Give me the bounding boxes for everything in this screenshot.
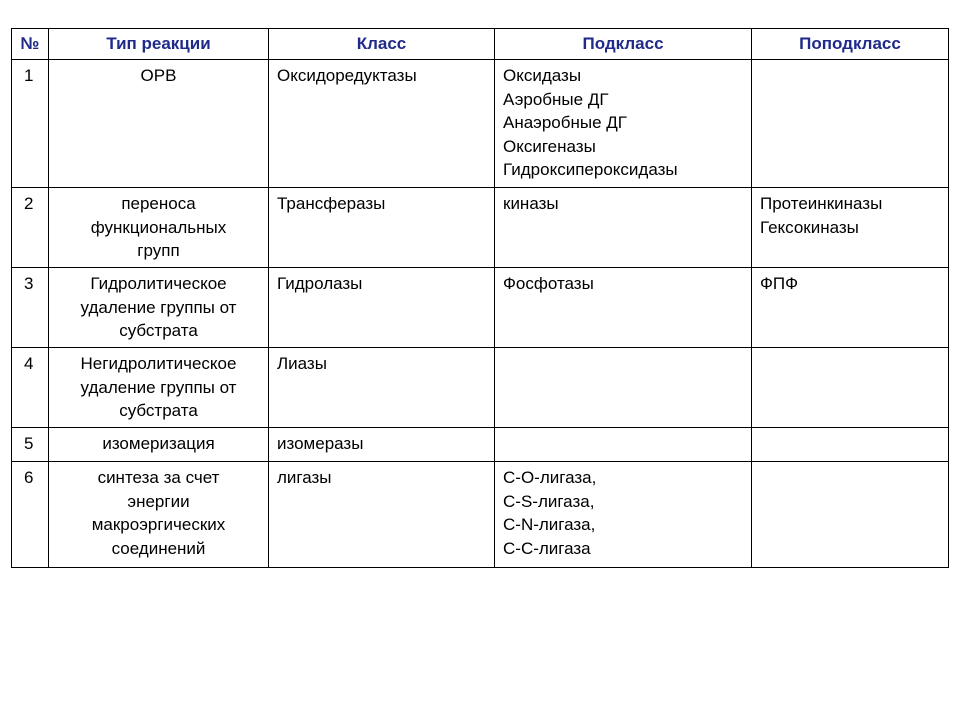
header-subclass: Подкласс xyxy=(495,29,752,60)
cell-class-line: Лиазы xyxy=(277,354,327,373)
cell-reaction-type-line: Негидролитическое xyxy=(80,354,237,373)
cell-subclass-line: Оксидазы xyxy=(503,66,582,85)
cell-subclass xyxy=(495,462,752,568)
cell-number: 1 xyxy=(12,60,49,188)
cell-reaction-type xyxy=(49,348,269,428)
enzyme-classification-table xyxy=(11,28,949,568)
table-row xyxy=(12,60,949,188)
cell-reaction-type-line: макроэргических xyxy=(91,515,226,534)
cell-subclass-line: Оксигеназы xyxy=(503,136,596,156)
cell-reaction-type xyxy=(49,188,269,268)
cell-reaction-type xyxy=(49,60,269,188)
cell-reaction-type-line: субстрата xyxy=(119,321,198,340)
table-header-row xyxy=(12,29,949,60)
cell-subclass-line: С-N-лигаза, xyxy=(503,515,596,534)
cell-reaction-type-line: изомеризация xyxy=(102,434,215,453)
cell-reaction-type xyxy=(49,268,269,348)
cell-class xyxy=(269,60,495,188)
cell-reaction-type-line: субстрата xyxy=(119,401,198,420)
cell-subclass xyxy=(495,428,752,462)
cell-sub-subclass xyxy=(752,462,949,568)
cell-sub-subclass-line: Гексокиназы xyxy=(760,217,859,237)
cell-subclass xyxy=(495,60,752,188)
header-number: № xyxy=(12,29,49,60)
cell-subclass-line: Анаэробные ДГ xyxy=(503,113,628,132)
table-row xyxy=(12,428,949,462)
cell-subclass-line: Гидроксипероксидазы xyxy=(503,160,678,179)
cell-sub-subclass xyxy=(752,268,949,348)
cell-class xyxy=(269,428,495,462)
cell-reaction-type xyxy=(49,462,269,568)
cell-reaction-type-line: соединений xyxy=(111,538,206,558)
cell-class xyxy=(269,348,495,428)
cell-subclass-line: С-S-лигаза, xyxy=(503,491,595,511)
header-reaction-type: Тип реакции xyxy=(49,29,269,60)
cell-class-line: лигазы xyxy=(277,468,332,487)
cell-reaction-type-line: функциональных xyxy=(90,217,227,237)
cell-reaction-type-line: переноса xyxy=(121,194,196,213)
table-row xyxy=(12,348,949,428)
cell-subclass-line: Фосфотазы xyxy=(503,274,594,293)
cell-class-line: изомеразы xyxy=(277,434,364,453)
cell-class xyxy=(269,188,495,268)
cell-sub-subclass xyxy=(752,348,949,428)
cell-number: 4 xyxy=(12,348,49,428)
cell-class-line: Оксидоредуктазы xyxy=(277,66,417,85)
cell-reaction-type-line: удаление группы от xyxy=(80,297,237,317)
table-row xyxy=(12,188,949,268)
cell-sub-subclass xyxy=(752,60,949,188)
cell-subclass-line: киназы xyxy=(503,194,559,213)
cell-class-line: Гидролазы xyxy=(277,274,363,293)
cell-reaction-type-line: групп xyxy=(137,241,180,260)
cell-number: 6 xyxy=(12,462,49,568)
cell-reaction-type-line: синтеза за счет xyxy=(97,468,220,487)
enzyme-classification-table-container xyxy=(11,28,948,568)
cell-subclass xyxy=(495,188,752,268)
cell-number: 3 xyxy=(12,268,49,348)
table-row xyxy=(12,462,949,568)
cell-reaction-type-line: энергии xyxy=(127,491,190,511)
header-class: Класс xyxy=(269,29,495,60)
cell-class-line: Трансферазы xyxy=(277,194,386,213)
cell-class xyxy=(269,268,495,348)
cell-reaction-type xyxy=(49,428,269,462)
cell-reaction-type-line: Гидролитическое xyxy=(90,274,227,293)
cell-subclass-line: С-С-лигаза xyxy=(503,538,591,558)
cell-class xyxy=(269,462,495,568)
cell-sub-subclass xyxy=(752,428,949,462)
cell-subclass xyxy=(495,268,752,348)
cell-number: 5 xyxy=(12,428,49,462)
table-row xyxy=(12,268,949,348)
cell-reaction-type-line: ОРВ xyxy=(140,66,177,85)
cell-subclass-line: С-О-лигаза, xyxy=(503,468,597,487)
cell-sub-subclass-line: Протеинкиназы xyxy=(760,194,883,213)
header-sub-subclass: Поподкласс xyxy=(752,29,949,60)
cell-sub-subclass-line: ФПФ xyxy=(760,274,799,293)
cell-subclass-line: Аэробные ДГ xyxy=(503,89,609,109)
cell-reaction-type-line: удаление группы от xyxy=(80,377,237,397)
table-body xyxy=(12,60,949,568)
cell-sub-subclass xyxy=(752,188,949,268)
cell-number: 2 xyxy=(12,188,49,268)
cell-subclass xyxy=(495,348,752,428)
